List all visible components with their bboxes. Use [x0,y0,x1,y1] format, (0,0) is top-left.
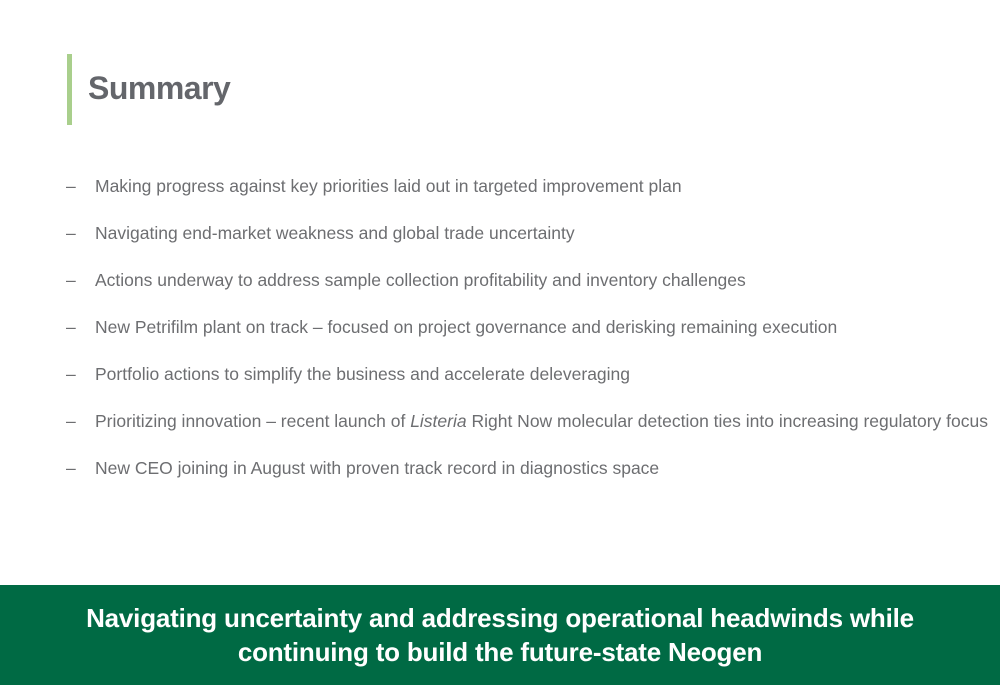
dash-marker: – [66,223,76,243]
bullet-item [66,268,986,315]
footer-line-2: continuing to build the future-state Neogen [237,637,763,667]
dash-marker: – [66,411,76,431]
summary-bullet-list [66,174,986,503]
dash-marker: – [66,364,76,384]
dash-marker: – [66,176,76,196]
bullet-text: Portfolio actions to simplify the business and accelerate deleveraging [95,364,631,384]
bullet-text-tail: Right Now molecular detection ties into increasing regulatory focus [466,411,988,431]
slide-title: Summary [88,70,231,106]
bullet-text: Navigating end-market weakness and global trade uncertainty [95,223,575,243]
bullet-text: New CEO joining in August with proven track record in diagnostics space [95,458,660,478]
bullet-text-italic: Listeria [410,411,467,431]
bullet-item [66,174,986,221]
bullet-item [66,221,986,268]
dash-marker: – [66,270,76,290]
bullet-item [66,315,986,362]
footer-banner [0,585,1000,685]
dash-marker: – [66,317,76,337]
dash-marker: – [66,458,76,478]
bullet-text: Making progress against key priorities laid out in targeted improvement plan [95,176,682,196]
footer-line-1: Navigating uncertainty and addressing operational headwinds while [86,603,914,633]
bullet-text [95,409,988,433]
bullet-text: Actions underway to address sample collection profitability and inventory challenges [95,270,746,290]
bullet-item [66,409,986,456]
bullet-item [66,362,986,409]
bullet-text: New Petrifilm plant on track – focused on project governance and derisking remaining execution [95,317,838,337]
bullet-text-lead: Prioritizing innovation – recent launch of [95,411,411,431]
bullet-item [66,456,986,503]
title-accent-bar [67,54,72,125]
